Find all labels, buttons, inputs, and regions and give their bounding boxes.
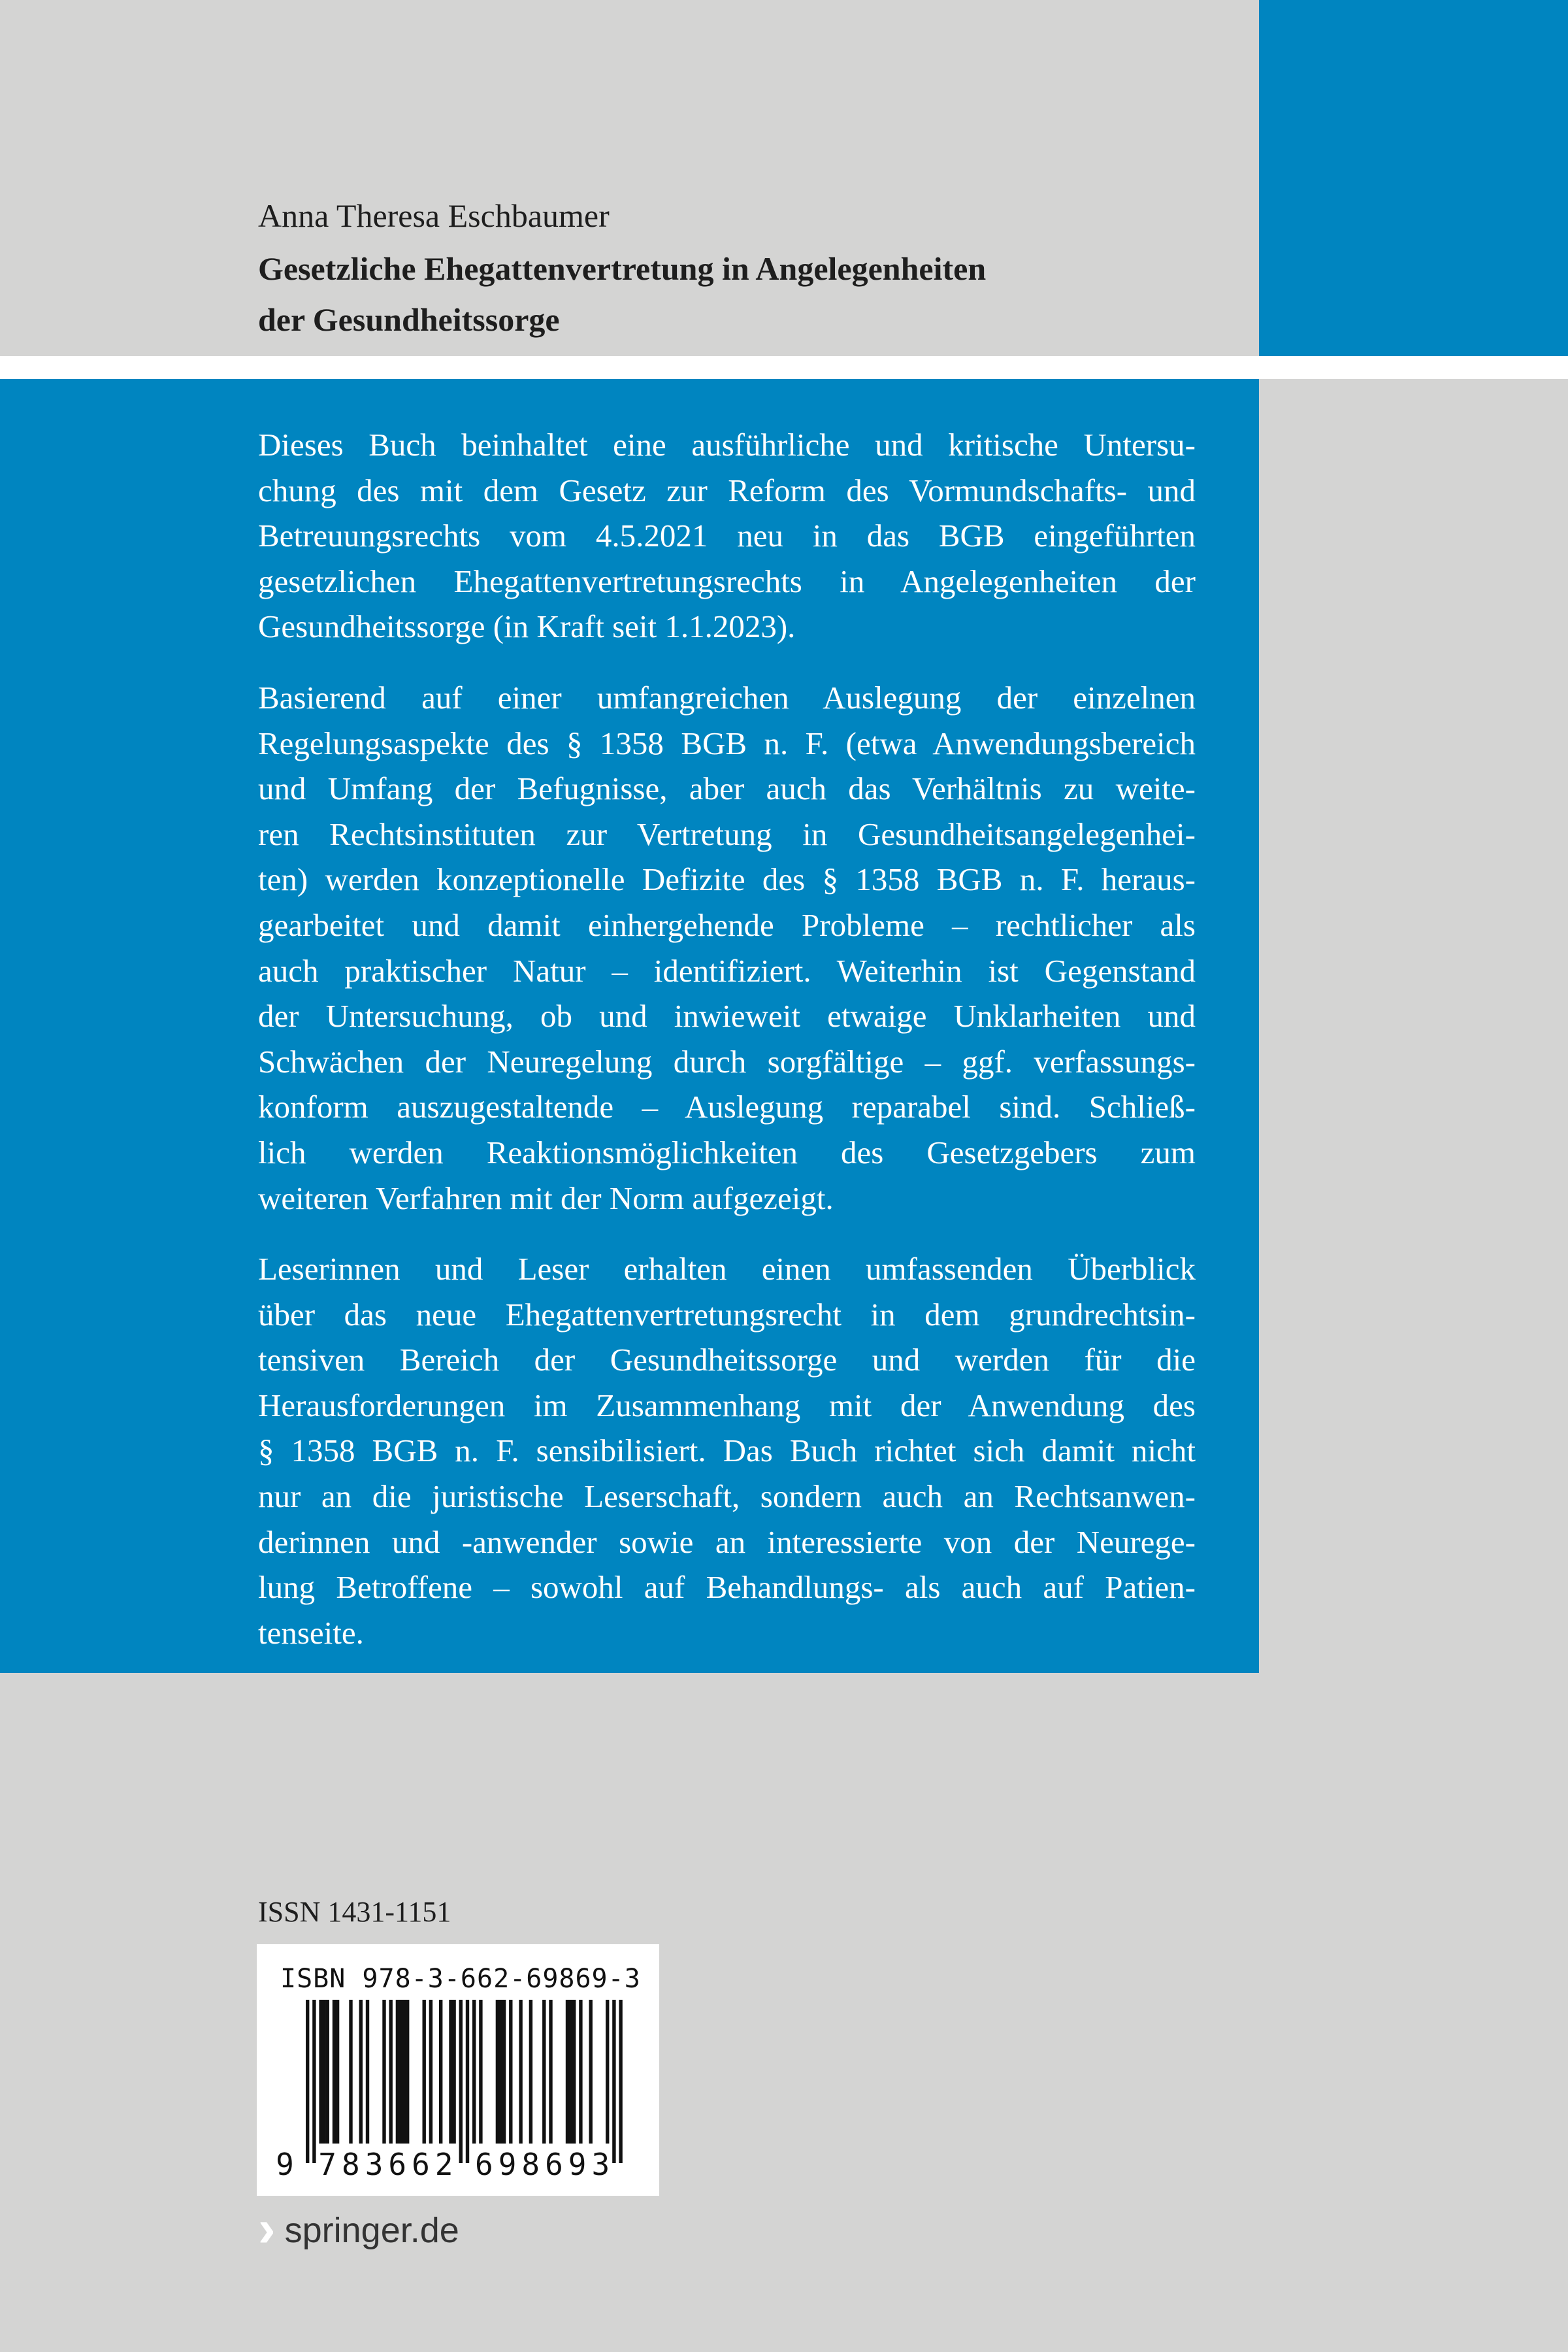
publisher-url: springer.de [284, 2211, 459, 2250]
barcode-bar [509, 2000, 512, 2144]
blurb-paragraph [258, 675, 1196, 1221]
barcode-bar [336, 2000, 339, 2144]
blurb-line: tensiven Bereich der Gesundheitssorge und werden für die [258, 1342, 1196, 1378]
barcode-digit: 8 [341, 2147, 360, 2182]
blurb-line: gearbeitet und damit einhergehende Probleme – rechtlicher als [258, 906, 1196, 943]
blurb-paragraph [258, 422, 1196, 650]
barcode-bar [612, 2000, 615, 2163]
barcode-bar [429, 2000, 433, 2144]
blurb-line: und Umfang der Befugnisse, aber auch das Verhältnis zu weite- [258, 770, 1196, 807]
barcode-bar [529, 2000, 532, 2144]
blurb-line: Dieses Buch beinhaltet eine ausführliche und kritische Untersu- [258, 427, 1196, 463]
barcode-bar [472, 2000, 476, 2144]
blurb-line: tenseite. [258, 1614, 364, 1651]
barcode-digit: 8 [521, 2147, 540, 2182]
divider-stripe [0, 356, 1568, 379]
barcode-bar [579, 2000, 582, 2144]
barcode-bar [406, 2000, 409, 2144]
barcode-bar [619, 2000, 622, 2163]
isbn-label: ISBN 978-3-662-69869-3 [280, 1964, 641, 1994]
barcode-bar [399, 2000, 402, 2144]
barcode-bar [423, 2000, 426, 2144]
barcode-bar [519, 2000, 522, 2144]
accent-block [1259, 0, 1568, 356]
barcode-digit: 2 [434, 2147, 453, 2182]
barcode [257, 1944, 659, 2196]
title-line: der Gesundheitssorge [258, 301, 560, 338]
blurb-line: der Untersuchung, ob und inwieweit etwaige Unklarheiten und [258, 998, 1196, 1035]
barcode-bar [542, 2000, 546, 2144]
barcode-bar [496, 2000, 499, 2144]
blurb-line: Regelungsaspekte des § 1358 BGB n. F. (etwa Anwendungsbereich [258, 725, 1196, 761]
barcode-bar [449, 2000, 452, 2144]
blurb-line: ren Rechtsinstituten zur Vertretung in Gesundheitsangelegenhei- [258, 816, 1196, 852]
barcode-bar [326, 2000, 329, 2144]
blurb-line: nur an die juristische Leserschaft, sondern auch an Rechtsanwen- [258, 1478, 1196, 1515]
blurb-line: auch praktischer Natur – identifiziert. Weiterhin ist Gegenstand [258, 952, 1196, 989]
blurb-line: lich werden Reaktionsmöglichkeiten des Gesetzgebers zum [258, 1134, 1196, 1170]
blurb-paragraph [258, 1246, 1196, 1655]
blurb-text [258, 422, 1196, 1681]
barcode-bar [606, 2000, 609, 2144]
barcode-digit: 6 [388, 2147, 407, 2182]
barcode-bar [452, 2000, 455, 2144]
barcode-digit: 6 [474, 2147, 493, 2182]
barcode-digit: 6 [412, 2147, 430, 2182]
blurb-line: Schwächen der Neuregelung durch sorgfältige – ggf. verfassungs- [258, 1043, 1196, 1080]
barcode-digit: 3 [591, 2147, 610, 2182]
book-title [258, 243, 986, 345]
blurb-line: Herausforderungen im Zusammenhang mit der Anwendung des [258, 1387, 1196, 1423]
chevron-right-icon: › [258, 2199, 276, 2257]
blurb-line: lung Betroffene – sowohl auf Behandlungs- als auch auf Patien- [258, 1569, 1196, 1606]
barcode-bar [382, 2000, 385, 2144]
blurb-line: derinnen und -anwender sowie an interessierte von der Neurege- [258, 1523, 1196, 1560]
author-name: Anna Theresa Eschbaumer [258, 197, 610, 234]
barcode-bar [479, 2000, 482, 2144]
barcode-digit: 6 [545, 2147, 563, 2182]
blurb-line: konform auszugestaltende – Auslegung reparabel sind. Schließ- [258, 1089, 1196, 1125]
barcode-bar [349, 2000, 352, 2144]
barcode-bar [549, 2000, 552, 2144]
barcode-bar [366, 2000, 369, 2144]
barcode-digit: 9 [568, 2147, 587, 2182]
blurb-line: Gesundheitssorge (in Kraft seit 1.1.2023). [258, 608, 796, 645]
publisher-link[interactable] [258, 2199, 459, 2257]
barcode-bars [257, 1944, 659, 2196]
barcode-digit: 9 [276, 2147, 294, 2182]
barcode-bar [589, 2000, 593, 2144]
blurb-line: weiteren Verfahren mit der Norm aufgezeigt. [258, 1180, 834, 1216]
barcode-bar [402, 2000, 406, 2144]
barcode-bar [572, 2000, 576, 2144]
blurb-line: chung des mit dem Gesetz zur Reform des Vormundschafts- und [258, 472, 1196, 508]
blurb-line: Leserinnen und Leser erhalten einen umfassenden Überblick [258, 1251, 1196, 1287]
barcode-bar [566, 2000, 569, 2144]
blurb-line: Basierend auf einer umfangreichen Auslegung der einzelnen [258, 679, 1196, 716]
barcode-bar [439, 2000, 442, 2144]
barcode-bar [333, 2000, 336, 2144]
blurb-line: ten) werden konzeptionelle Defizite des § 1358 BGB n. F. heraus- [258, 861, 1196, 898]
blurb-line: § 1358 BGB n. F. sensibilisiert. Das Buch richtet sich damit nicht [258, 1433, 1196, 1469]
barcode-bar [502, 2000, 506, 2144]
barcode-bar [396, 2000, 399, 2144]
blurb-line: Betreuungsrechts vom 4.5.2021 neu in das BGB eingeführten [258, 518, 1196, 554]
issn: ISSN 1431-1151 [258, 1896, 451, 1928]
barcode-bar [323, 2000, 326, 2144]
barcode-bar [389, 2000, 393, 2144]
barcode-bar [466, 2000, 469, 2163]
blurb-line: über das neue Ehegattenvertretungsrecht in dem grundrechtsin- [258, 1296, 1196, 1333]
barcode-bar [312, 2000, 316, 2163]
barcode-digit: 9 [498, 2147, 517, 2182]
barcode-bar [359, 2000, 363, 2144]
blurb-line: gesetzlichen Ehegattenvertretungsrechts in Angelegenheiten der [258, 563, 1196, 599]
barcode-digit: 7 [318, 2147, 337, 2182]
barcode-digit: 3 [365, 2147, 384, 2182]
barcode-bar [459, 2000, 463, 2163]
barcode-bar [306, 2000, 309, 2163]
barcode-bar [499, 2000, 502, 2144]
barcode-bar [319, 2000, 322, 2144]
title-line: Gesetzliche Ehegattenvertretung in Angelegenheiten [258, 250, 987, 287]
barcode-bar [569, 2000, 572, 2144]
